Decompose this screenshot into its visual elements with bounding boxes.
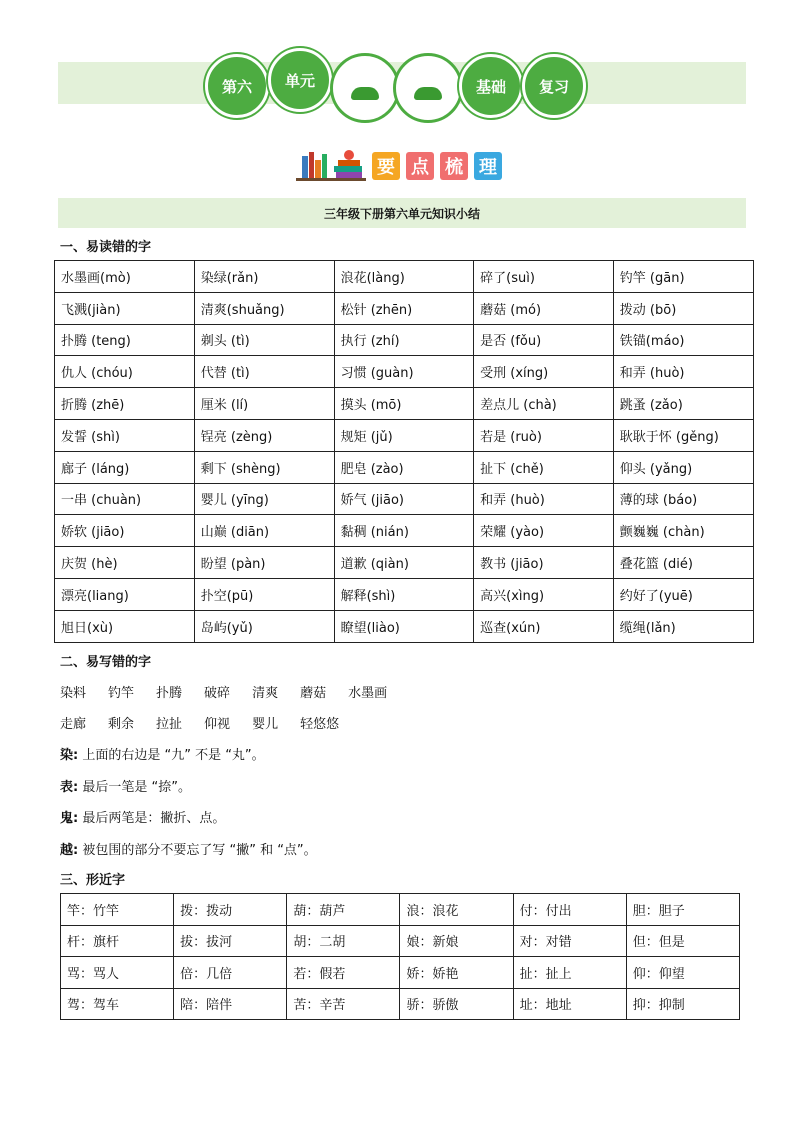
table-cell: 和弄 (huò) <box>474 483 614 515</box>
note-char: 染: <box>60 748 79 763</box>
note-text: 最后一笔是 “捺”。 <box>78 780 191 795</box>
table-cell: 碎了(suì) <box>474 261 614 293</box>
badge-2: 单元 <box>268 48 332 112</box>
table-cell: 付：付出 <box>513 894 626 926</box>
table-cell: 拨：拨动 <box>174 894 287 926</box>
table-cell: 旭日(xù) <box>55 610 195 642</box>
miswrite-line-1 <box>60 682 409 701</box>
section1-title: 一、易读错的字 <box>60 240 152 255</box>
summary-title: 三年级下册第六单元知识小结 <box>58 198 746 228</box>
table-cell: 葫：葫芦 <box>287 894 400 926</box>
table-cell: 若是 (ruò) <box>474 419 614 451</box>
table-cell: 折腾 (zhē) <box>55 388 195 420</box>
key-tile-3: 梳 <box>440 152 468 180</box>
table-cell: 跳蚤 (zǎo) <box>613 388 753 420</box>
table-cell: 若：假若 <box>287 957 400 989</box>
table-cell: 娇软 (jiāo) <box>55 515 195 547</box>
badge-1: 第六 <box>205 54 269 118</box>
word-item: 破碎 <box>204 686 231 701</box>
table-cell: 颤巍巍 (chàn) <box>613 515 753 547</box>
badge-4-icon <box>396 56 460 120</box>
table-cell: 骄：骄傲 <box>400 988 513 1020</box>
table-row <box>55 578 754 610</box>
table-cell: 约好了(yuē) <box>613 578 753 610</box>
table-cell: 耿耿于怀 (gěng) <box>613 419 753 451</box>
key-tile-1: 要 <box>372 152 400 180</box>
table-cell: 高兴(xìng) <box>474 578 614 610</box>
badge-3-icon <box>333 56 397 120</box>
table-cell: 漂亮(liang) <box>55 578 195 610</box>
key-tile-2: 点 <box>406 152 434 180</box>
table-cell: 叠花篮 (dié) <box>613 547 753 579</box>
word-item: 轻悠悠 <box>300 717 340 732</box>
word-item: 清爽 <box>252 686 279 701</box>
note-line <box>60 807 225 826</box>
word-item: 钓竿 <box>108 686 135 701</box>
table-cell: 仇人 (chóu) <box>55 356 195 388</box>
table-cell: 是否 (fǒu) <box>474 324 614 356</box>
note-text: 最后两笔是：撇折、点。 <box>78 811 226 826</box>
table-cell: 厘米 (lí) <box>194 388 334 420</box>
table-cell: 摸头 (mō) <box>334 388 474 420</box>
table-cell: 陪：陪伴 <box>174 988 287 1020</box>
word-item: 拉扯 <box>156 717 183 732</box>
table-cell: 扯：扯上 <box>513 957 626 989</box>
table-row <box>61 925 740 957</box>
table-row <box>55 324 754 356</box>
table-cell: 差点儿 (chà) <box>474 388 614 420</box>
table-cell: 水墨画(mò) <box>55 261 195 293</box>
table-cell: 蘑菇 (mó) <box>474 292 614 324</box>
table-cell: 杆：旗杆 <box>61 925 174 957</box>
table-cell: 和弄 (huò) <box>613 356 753 388</box>
table-cell: 驾：驾车 <box>61 988 174 1020</box>
table-cell: 拔：拔河 <box>174 925 287 957</box>
table-cell: 缆绳(lǎn) <box>613 610 753 642</box>
table-cell: 抑：抑制 <box>626 988 739 1020</box>
table-cell: 仰头 (yǎng) <box>613 451 753 483</box>
table-cell: 址：地址 <box>513 988 626 1020</box>
word-item: 蘑菇 <box>300 686 327 701</box>
section3-title: 三、形近字 <box>60 873 126 888</box>
table-row <box>61 957 740 989</box>
table-cell: 清爽(shuǎng) <box>194 292 334 324</box>
key-points-heading <box>296 148 506 184</box>
table-cell: 浪花(làng) <box>334 261 474 293</box>
table-row <box>55 451 754 483</box>
table-cell: 盼望 (pàn) <box>194 547 334 579</box>
table-cell: 岛屿(yǔ) <box>194 610 334 642</box>
table-cell: 对：对错 <box>513 925 626 957</box>
table-cell: 受刑 (xíng) <box>474 356 614 388</box>
table-row <box>61 894 740 926</box>
table-cell: 代替 (tì) <box>194 356 334 388</box>
word-item: 走廊 <box>60 717 87 732</box>
books-icon <box>296 148 368 184</box>
table-row <box>61 988 740 1020</box>
table-cell: 习惯 (guàn) <box>334 356 474 388</box>
word-item: 婴儿 <box>252 717 279 732</box>
note-char: 越: <box>60 843 79 858</box>
table-row <box>55 483 754 515</box>
table-row <box>55 547 754 579</box>
table-cell: 飞溅(jiàn) <box>55 292 195 324</box>
table-cell: 扯下 (chě) <box>474 451 614 483</box>
table-cell: 骂：骂人 <box>61 957 174 989</box>
table-cell: 婴儿 (yīng) <box>194 483 334 515</box>
section2-title: 二、易写错的字 <box>60 655 152 670</box>
table-cell: 道歉 (qiàn) <box>334 547 474 579</box>
table-cell: 浪：浪花 <box>400 894 513 926</box>
table-cell: 薄的球 (báo) <box>613 483 753 515</box>
key-tile-4: 理 <box>474 152 502 180</box>
miswrite-line-2 <box>60 713 361 732</box>
table-cell: 倍：几倍 <box>174 957 287 989</box>
table-cell: 锃亮 (zèng) <box>194 419 334 451</box>
table-cell: 娘：新娘 <box>400 925 513 957</box>
table-row <box>55 610 754 642</box>
unit-badges <box>0 0 794 130</box>
table-cell: 松针 (zhēn) <box>334 292 474 324</box>
table-cell: 娇气 (jiāo) <box>334 483 474 515</box>
word-item: 水墨画 <box>348 686 388 701</box>
table-cell: 庆贺 (hè) <box>55 547 195 579</box>
table-cell: 教书 (jiāo) <box>474 547 614 579</box>
badge-5: 基础 <box>459 54 523 118</box>
table-cell: 廊子 (láng) <box>55 451 195 483</box>
table-cell: 染绿(rǎn) <box>194 261 334 293</box>
table-cell: 剩下 (shèng) <box>194 451 334 483</box>
table-cell: 肥皂 (zào) <box>334 451 474 483</box>
word-item: 染料 <box>60 686 87 701</box>
note-line <box>60 839 317 858</box>
word-item: 扑腾 <box>156 686 183 701</box>
table-cell: 执行 (zhí) <box>334 324 474 356</box>
word-item: 剩余 <box>108 717 135 732</box>
note-text: 上面的右边是 “九” 不是 “丸”。 <box>78 748 265 763</box>
table-cell: 黏稠 (nián) <box>334 515 474 547</box>
word-item: 仰视 <box>204 717 231 732</box>
note-char: 表: <box>60 780 79 795</box>
table-cell: 剃头 (tì) <box>194 324 334 356</box>
table-cell: 胆：胆子 <box>626 894 739 926</box>
table-cell: 娇：娇艳 <box>400 957 513 989</box>
table-cell: 规矩 (jǔ) <box>334 419 474 451</box>
note-line <box>60 744 265 763</box>
table-cell: 竿：竹竿 <box>61 894 174 926</box>
badge-6: 复习 <box>522 54 586 118</box>
table-row <box>55 292 754 324</box>
table-cell: 扑空(pū) <box>194 578 334 610</box>
table-cell: 瞭望(liào) <box>334 610 474 642</box>
table-cell: 仰：仰望 <box>626 957 739 989</box>
note-line <box>60 776 191 795</box>
similar-chars-table <box>60 893 740 1020</box>
table-cell: 发誓 (shì) <box>55 419 195 451</box>
table-row <box>55 356 754 388</box>
table-row <box>55 261 754 293</box>
table-cell: 铁锚(máo) <box>613 324 753 356</box>
table-row <box>55 515 754 547</box>
table-cell: 扑腾 (teng) <box>55 324 195 356</box>
note-char: 鬼: <box>60 811 79 826</box>
table-cell: 巡查(xún) <box>474 610 614 642</box>
table-cell: 解释(shì) <box>334 578 474 610</box>
table-cell: 一串 (chuàn) <box>55 483 195 515</box>
table-row <box>55 419 754 451</box>
table-cell: 钓竿 (gān) <box>613 261 753 293</box>
table-cell: 胡：二胡 <box>287 925 400 957</box>
table-row <box>55 388 754 420</box>
table-cell: 拨动 (bō) <box>613 292 753 324</box>
misread-table <box>54 260 754 643</box>
table-cell: 苦：辛苦 <box>287 988 400 1020</box>
table-cell: 荣耀 (yào) <box>474 515 614 547</box>
note-text: 被包围的部分不要忘了写 “撇” 和 “点”。 <box>78 843 317 858</box>
table-cell: 山巅 (diān) <box>194 515 334 547</box>
table-cell: 但：但是 <box>626 925 739 957</box>
